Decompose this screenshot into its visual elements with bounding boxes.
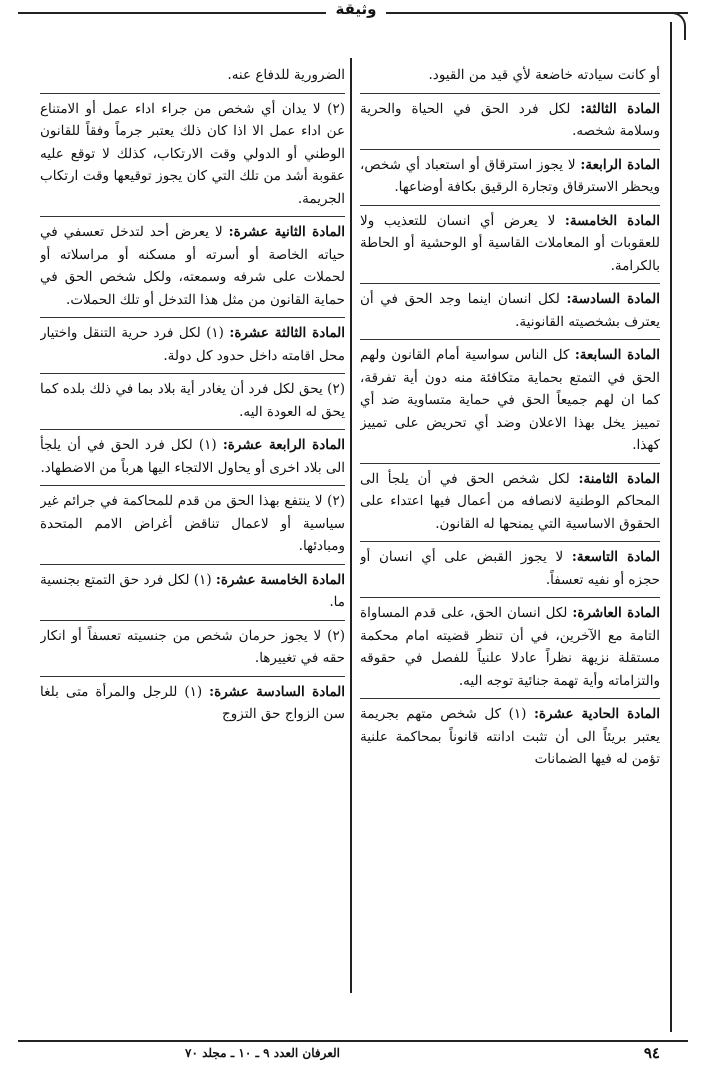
article-5-title: المادة الخامسة: [564,212,660,229]
article-3: المادة الثالثة: لكل فرد الحق في الحياة والحرية وسلامة شخصه. [360,94,660,150]
article-11-title: المادة الحادية عشرة: [533,706,660,722]
article-14-clause-2: (٢) لا ينتفع بهذا الحق من قدم للمحاكمة في جرائم غير سياسية أو لاعمال تناقض أغراض الامم المتحدة ومبادئها. [40,486,345,565]
article-8-title: المادة الثامنة: [578,470,660,487]
column-divider [350,58,352,993]
article-3-title: المادة الثالثة: [580,100,660,117]
page-number: ٩٤ [643,1044,660,1062]
article-13-title: المادة الثالثة عشرة: [229,325,345,341]
article-4: المادة الرابعة: لا يجوز استرقاق أو استعباد أي شخص، ويحظر الاسترقاق وتجارة الرقيق بكافة أوضاعها. [360,150,660,206]
article-9: المادة التاسعة: لا يجوز القبض على أي انسان أو حجزه أو نفيه تعسفاً. [360,542,660,598]
article-15-title: المادة الخامسة عشرة: [215,571,345,588]
article-12: المادة الثانية عشرة: لا يعرض أحد لتدخل تعسفي في حياته الخاصة أو أسرته أو مسكنه أو مراسلاته أو لحملات على شرفه وسمعته، ولكل شخص الحق في حماية القانون من مثل هذا التدخل أو تلك الحملات. [40,217,345,318]
article-14: المادة الرابعة عشرة: (١) لكل فرد الحق في أن يلجأ الى بلاد اخرى أو يحاول الالتجاء اليها هرباً من الاضطهاد. [40,430,345,486]
continuation-paragraph: الضرورية للدفاع عنه. [40,60,345,94]
article-8: المادة الثامنة: لكل شخص الحق في أن يلجأ الى المحاكم الوطنية لانصافه من أعمال فيها اعتداء على الحقوق الاساسية التي يمنحها له القانون. [360,464,660,543]
article-15-clause-2: (٢) لا يجوز حرمان شخص من جنسيته تعسفاً أو انكار حقه في تغييرها. [40,621,345,677]
article-13: المادة الثالثة عشرة: (١) لكل فرد حرية التنقل واختيار محل اقامته داخل حدود كل دولة. [40,318,345,374]
article-10: المادة العاشرة: لكل انسان الحق، على قدم المساواة التامة مع الآخرين، في أن تنظر قضيته امام محكمة مستقلة نزيهة نظراً عادلا علنياً للفصل في حقوقه والتزاماته وأية تهمة جنائية توجه اليه. [360,598,660,699]
footer-journal-info: العرفان العدد ٩ ـ ١٠ ـ مجلد ٧٠ [185,1046,340,1060]
article-11: المادة الحادية عشرة: (١) كل شخص متهم بجريمة يعتبر بريئاً الى أن تثبت ادانته قانوناً بمحاكمة علنية تؤمن له فيها الضمانات [360,706,660,767]
article-15: المادة الخامسة عشرة: (١) لكل فرد حق التمتع بجنسية ما. [40,565,345,621]
article-5: المادة الخامسة: لا يعرض أي انسان للتعذيب ولا للعقوبات أو المعاملات القاسية أو الوحشية أو الحاطة بالكرامة. [360,206,660,285]
article-10-title: المادة العاشرة: [572,605,660,621]
article-16: المادة السادسة عشرة: (١) للرجل والمرأة متى بلغا سن الزواج حق التزوج [40,683,345,722]
footer-rule [18,1040,688,1042]
article-12-title: المادة الثانية عشرة: [228,224,345,240]
section-label: وثيقة [326,0,387,18]
article-16-title: المادة السادسة عشرة: [209,683,345,700]
article-13-clause-2: (٢) يحق لكل فرد أن يغادر أية بلاد بما في ذلك بلده كما يحق له العودة اليه. [40,374,345,430]
article-7-title: المادة السابعة: [574,347,660,363]
article-4-title: المادة الرابعة: [580,156,660,173]
article-6: المادة السادسة: لكل انسان اينما وجد الحق في أن يعترف بشخصيته القانونية. [360,284,660,340]
page-header [0,0,712,22]
article-9-title: المادة التاسعة: [571,549,660,565]
article-11-clause-2: (٢) لا يدان أي شخص من جراء اداء عمل أو الامتناع عن اداء عمل الا اذا كان ذلك يعتبر جرماً وفقاً للقانون الوطني أو الدولي وقت الارتكاب، كذلك لا توقع عليه عقوبة أشد من تلك التي كان يجوز توقيعها وقت ارتكاب الجريمة. [40,94,345,218]
left-column [40,60,345,990]
article-6-title: المادة السادسة: [566,291,660,307]
continuation-paragraph: أو كانت سيادته خاضعة لأي قيد من القيود. [360,60,660,94]
right-column [360,60,660,990]
article-14-title: المادة الرابعة عشرة: [222,437,345,453]
article-7: المادة السابعة: كل الناس سواسية أمام القانون ولهم الحق في التمتع بحماية متكافئة منه دون أية تفرقة، كما ان لهم جميعاً الحق في حماية متساوية ضد أي تمييز يخل بهذا الاعلان وضد أي تحريض على تمييز كهذا. [360,340,660,464]
